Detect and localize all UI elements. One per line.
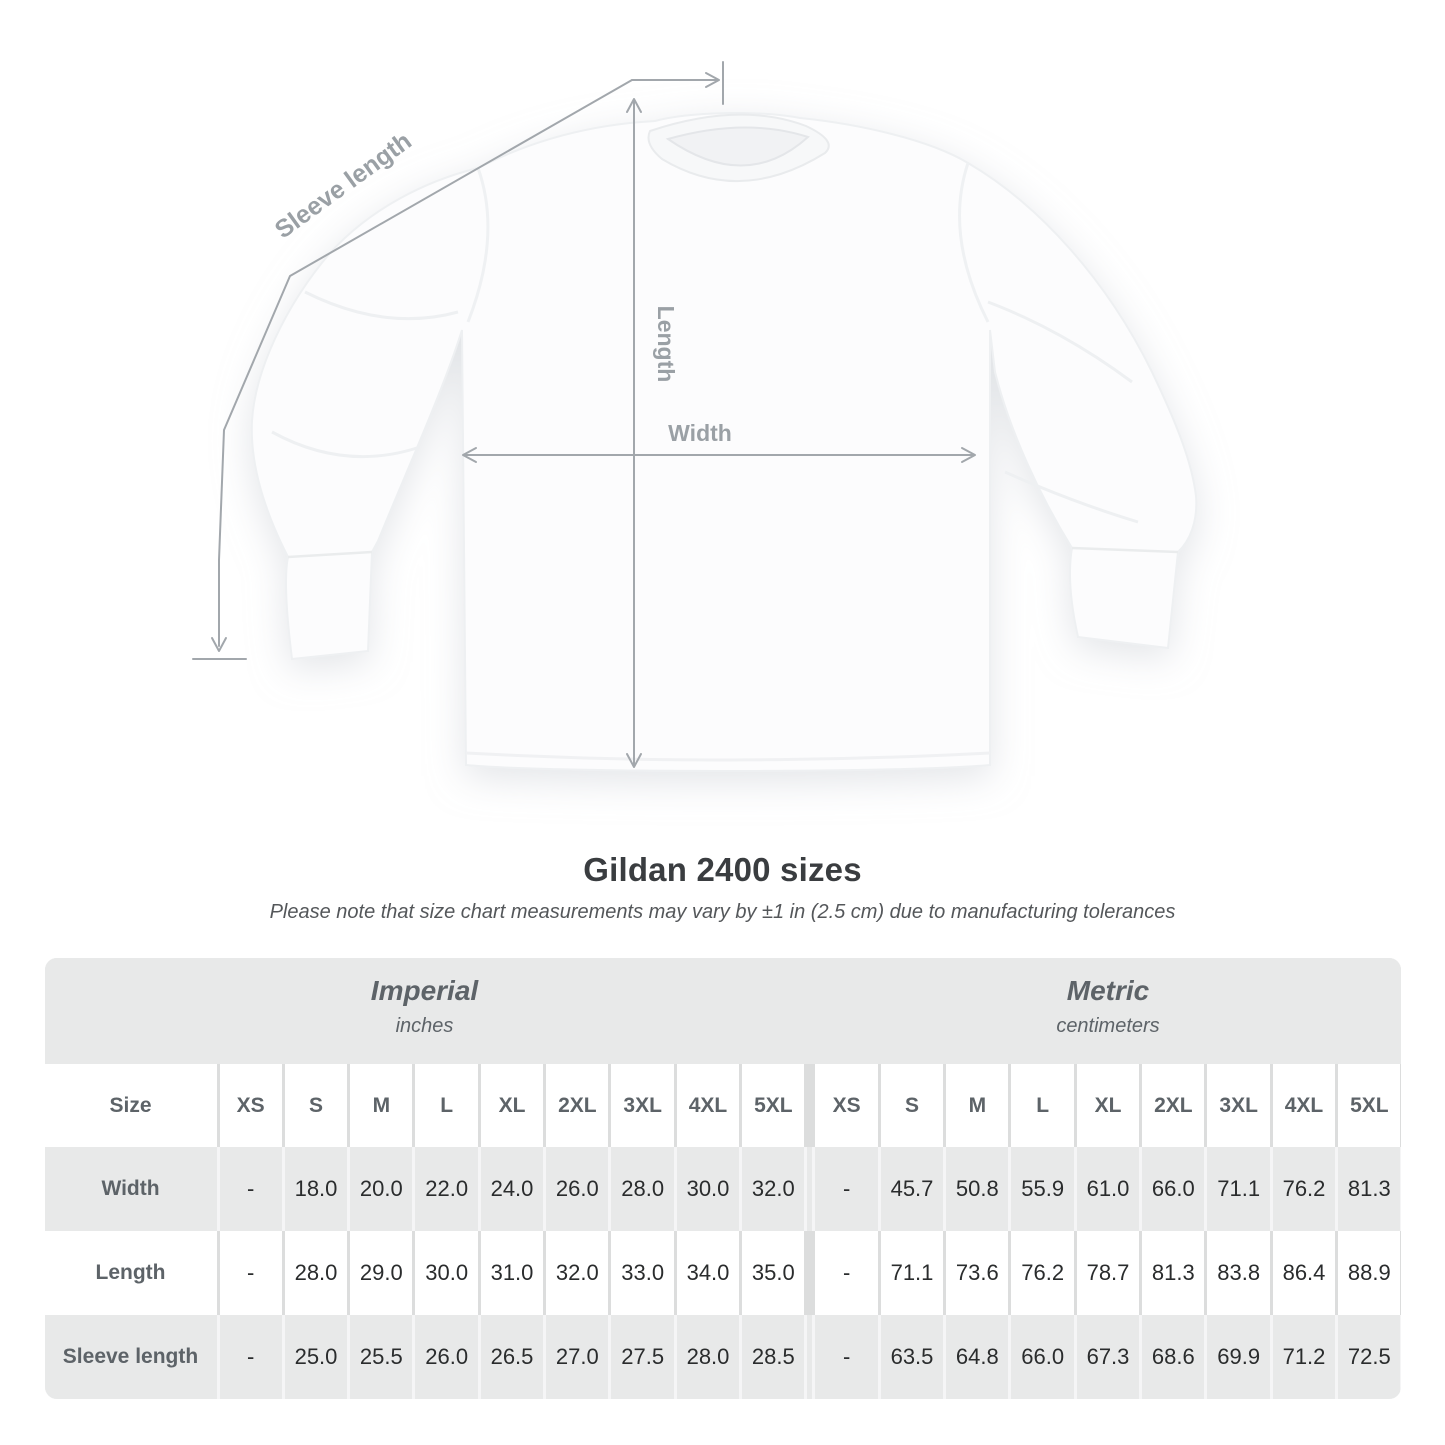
row-label: Width xyxy=(45,1147,217,1231)
size-col-header-metric: 2XL xyxy=(1142,1064,1204,1147)
value-cell-metric: 66.0 xyxy=(1142,1147,1204,1231)
table-body xyxy=(45,1147,1401,1399)
metric-header-cell xyxy=(816,958,1401,1064)
imperial-header: Imperial xyxy=(370,975,479,1006)
value-cell-metric: 50.8 xyxy=(946,1147,1008,1231)
size-col-header-metric: M xyxy=(946,1064,1008,1147)
column-divider xyxy=(807,1231,812,1315)
metric-unit-label: centimeters xyxy=(1056,1015,1160,1037)
sleeve-length-label: Sleeve length xyxy=(269,126,417,245)
metric-header: Metric xyxy=(1066,975,1150,1006)
size-col-header-imperial: 2XL xyxy=(546,1064,608,1147)
size-col-header-metric: L xyxy=(1011,1064,1073,1147)
value-cell-imperial: 22.0 xyxy=(415,1147,477,1231)
value-cell-metric: 66.0 xyxy=(1011,1315,1073,1399)
value-cell-imperial: 20.0 xyxy=(350,1147,412,1231)
value-cell-imperial: 27.5 xyxy=(611,1315,673,1399)
row-label: Length xyxy=(45,1231,217,1315)
value-cell-imperial: 29.0 xyxy=(350,1231,412,1315)
size-col-header-metric: 3XL xyxy=(1207,1064,1269,1147)
value-cell-imperial: 28.0 xyxy=(611,1147,673,1231)
value-cell-imperial: 34.0 xyxy=(677,1231,739,1315)
value-cell-imperial: - xyxy=(220,1315,282,1399)
size-col-header-metric: S xyxy=(881,1064,943,1147)
value-cell-metric: 68.6 xyxy=(1142,1315,1204,1399)
value-cell-imperial: 25.5 xyxy=(350,1315,412,1399)
page-subtitle: Please note that size chart measurements may vary by ±1 in (2.5 cm) due to manufacturing tolerances xyxy=(269,901,1176,923)
value-cell-imperial: - xyxy=(220,1147,282,1231)
value-cell-metric: 76.2 xyxy=(1011,1231,1073,1315)
value-cell-metric: 76.2 xyxy=(1273,1147,1335,1231)
value-cell-metric: 83.8 xyxy=(1207,1231,1269,1315)
page-title: Gildan 2400 sizes xyxy=(583,851,862,888)
value-cell-imperial: 32.0 xyxy=(546,1231,608,1315)
value-cell-metric: 78.7 xyxy=(1077,1231,1139,1315)
value-cell-metric: 67.3 xyxy=(1077,1315,1139,1399)
column-divider xyxy=(807,1064,812,1147)
width-label: Width xyxy=(668,420,732,446)
size-col-header-metric: XS xyxy=(815,1064,877,1147)
value-cell-metric: 88.9 xyxy=(1338,1231,1400,1315)
table-row-length xyxy=(45,1231,1401,1315)
length-label: Length xyxy=(653,305,679,383)
value-cell-metric: 73.6 xyxy=(946,1231,1008,1315)
size-col-header-imperial: 4XL xyxy=(677,1064,739,1147)
size-col-header-imperial: 5XL xyxy=(742,1064,804,1147)
value-cell-imperial: 26.0 xyxy=(415,1315,477,1399)
imperial-header-cell xyxy=(45,958,805,1064)
value-cell-metric: 45.7 xyxy=(881,1147,943,1231)
value-cell-imperial: 30.0 xyxy=(415,1231,477,1315)
value-cell-imperial: 30.0 xyxy=(677,1147,739,1231)
size-col-header-metric: 4XL xyxy=(1273,1064,1335,1147)
value-cell-imperial: 31.0 xyxy=(481,1231,543,1315)
value-cell-metric: 71.1 xyxy=(881,1231,943,1315)
size-col-header-imperial: XS xyxy=(220,1064,282,1147)
value-cell-imperial: 25.0 xyxy=(285,1315,347,1399)
size-col-header-metric: 5XL xyxy=(1338,1064,1400,1147)
value-cell-imperial: 28.5 xyxy=(742,1315,804,1399)
value-cell-metric: 64.8 xyxy=(946,1315,1008,1399)
value-cell-imperial: 32.0 xyxy=(742,1147,804,1231)
value-cell-metric: 69.9 xyxy=(1207,1315,1269,1399)
unit-header-row xyxy=(45,958,1401,1064)
value-cell-metric: 71.1 xyxy=(1207,1147,1269,1231)
value-cell-metric: 55.9 xyxy=(1011,1147,1073,1231)
value-cell-imperial: 26.5 xyxy=(481,1315,543,1399)
value-cell-metric: 71.2 xyxy=(1273,1315,1335,1399)
size-col-header-imperial: M xyxy=(350,1064,412,1147)
size-column-header: Size xyxy=(45,1064,217,1147)
table-row-width xyxy=(45,1147,1401,1231)
value-cell-metric: 61.0 xyxy=(1077,1147,1139,1231)
size-col-header-imperial: 3XL xyxy=(611,1064,673,1147)
column-divider xyxy=(807,1147,812,1231)
size-col-header-imperial: L xyxy=(415,1064,477,1147)
value-cell-metric: - xyxy=(815,1147,877,1231)
size-table xyxy=(45,958,1401,1399)
value-cell-metric: 86.4 xyxy=(1273,1231,1335,1315)
imperial-unit-label: inches xyxy=(395,1015,454,1037)
size-col-header-metric: XL xyxy=(1077,1064,1139,1147)
size-col-header-imperial: S xyxy=(285,1064,347,1147)
value-cell-imperial: 24.0 xyxy=(481,1147,543,1231)
value-cell-imperial: - xyxy=(220,1231,282,1315)
value-cell-metric: 81.3 xyxy=(1338,1147,1400,1231)
column-divider xyxy=(807,1315,812,1399)
table-row-sleeve-length xyxy=(45,1315,1401,1399)
row-label: Sleeve length xyxy=(45,1315,217,1399)
value-cell-metric: 72.5 xyxy=(1338,1315,1400,1399)
value-cell-metric: 81.3 xyxy=(1142,1231,1204,1315)
value-cell-metric: - xyxy=(815,1231,877,1315)
value-cell-imperial: 35.0 xyxy=(742,1231,804,1315)
size-header-row xyxy=(45,1064,1401,1147)
value-cell-imperial: 26.0 xyxy=(546,1147,608,1231)
value-cell-imperial: 33.0 xyxy=(611,1231,673,1315)
size-col-header-imperial: XL xyxy=(481,1064,543,1147)
value-cell-imperial: 27.0 xyxy=(546,1315,608,1399)
value-cell-metric: 63.5 xyxy=(881,1315,943,1399)
value-cell-imperial: 28.0 xyxy=(677,1315,739,1399)
value-cell-metric: - xyxy=(815,1315,877,1399)
value-cell-imperial: 28.0 xyxy=(285,1231,347,1315)
value-cell-imperial: 18.0 xyxy=(285,1147,347,1231)
